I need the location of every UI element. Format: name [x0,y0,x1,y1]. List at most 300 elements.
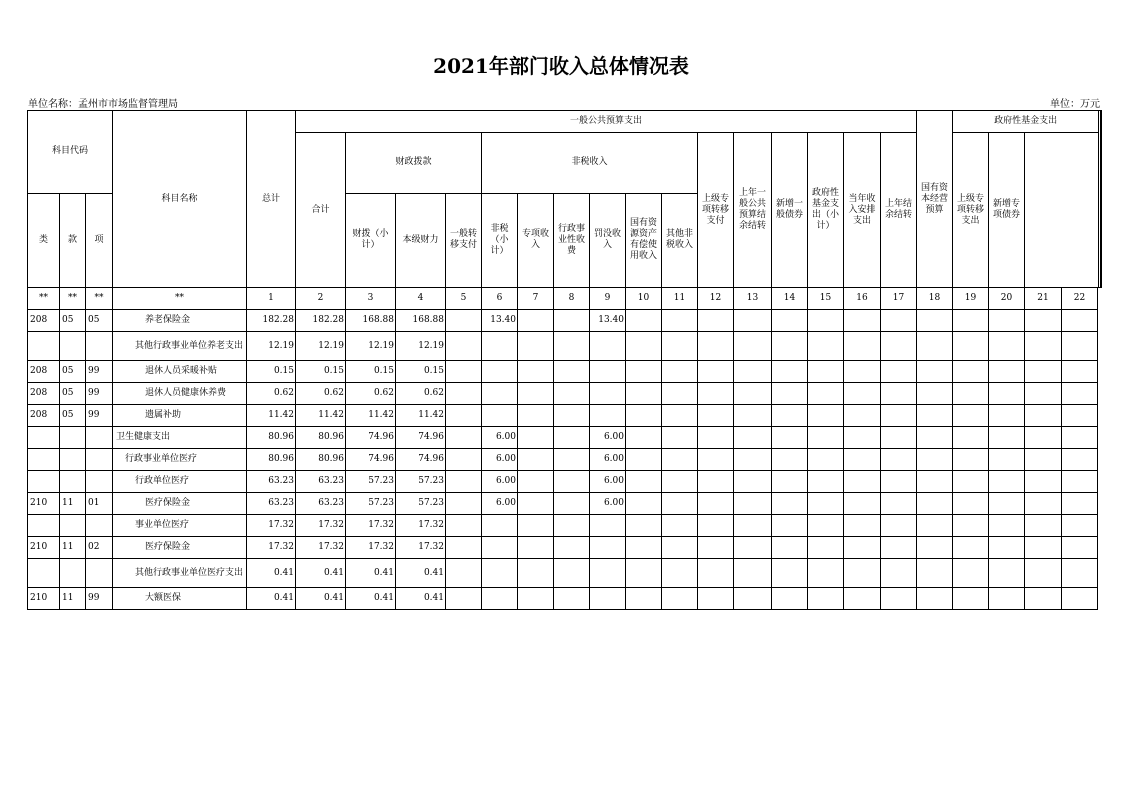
value-cell: 17.32 [247,537,296,559]
value-cell [698,537,734,559]
value-cell [808,383,844,405]
value-cell [1062,449,1098,471]
header-last-year-fund: 上年结余结转 [881,133,917,288]
value-cell [734,493,772,515]
header-gov-fund: 政府性基金支出 [953,111,1099,133]
value-cell: 12.19 [247,332,296,361]
star-cell: ** [86,288,113,310]
value-cell [881,405,917,427]
table-row [28,515,1102,537]
value-cell [626,332,662,361]
column-number: 16 [844,288,881,310]
value-cell [1062,383,1098,405]
value-cell: 12.19 [396,332,446,361]
value-cell [917,588,953,610]
code-lei [28,449,60,471]
code-kuan: 05 [60,405,86,427]
value-cell: 0.41 [247,588,296,610]
code-xiang [86,332,113,361]
value-cell: 74.96 [396,427,446,449]
subject-name: 其他行政事业单位养老支出 [113,332,247,361]
value-cell [698,383,734,405]
value-cell [953,537,989,559]
value-cell: 6.00 [482,471,518,493]
value-cell: 80.96 [296,427,346,449]
value-cell [953,405,989,427]
code-xiang: 99 [86,361,113,383]
value-cell [989,427,1025,449]
column-number: 12 [698,288,734,310]
value-cell [662,383,698,405]
code-xiang [86,559,113,588]
header-non-tax: 非税收入 [482,133,698,194]
value-cell: 63.23 [247,471,296,493]
value-cell [917,427,953,449]
value-cell [734,559,772,588]
header-non-tax-sub: 非税（小计） [482,193,518,288]
value-cell [881,537,917,559]
value-cell [808,537,844,559]
value-cell [989,515,1025,537]
column-number: 21 [1025,288,1062,310]
value-cell: 17.32 [346,515,396,537]
value-cell [554,332,590,361]
column-number: 5 [446,288,482,310]
value-cell [808,332,844,361]
value-cell [662,332,698,361]
value-cell: 0.41 [396,559,446,588]
value-cell [554,427,590,449]
value-cell [554,361,590,383]
value-cell [953,310,989,332]
subject-name: 退休人员健康休养费 [113,383,247,405]
value-cell [446,559,482,588]
header-subtotal: 合计 [296,133,346,288]
value-cell [518,361,554,383]
value-cell [772,471,808,493]
value-cell [772,361,808,383]
value-cell [662,588,698,610]
header-fines: 罚没收入 [590,193,626,288]
value-cell [446,471,482,493]
value-cell [1025,383,1062,405]
header-own-fiscal: 本级财力 [396,193,446,288]
code-lei [28,471,60,493]
value-cell [953,515,989,537]
value-cell: 17.32 [396,515,446,537]
value-cell: 57.23 [346,471,396,493]
value-cell [554,383,590,405]
value-cell [662,493,698,515]
value-cell [698,405,734,427]
value-cell [844,471,881,493]
subject-name: 事业单位医疗 [113,515,247,537]
header-general-budget: 一般公共预算支出 [296,111,917,133]
value-cell: 11.42 [296,405,346,427]
value-cell: 0.41 [247,559,296,588]
table-row [28,332,1102,361]
value-cell: 6.00 [482,449,518,471]
value-cell: 11.42 [247,405,296,427]
value-cell [881,493,917,515]
value-cell [989,310,1025,332]
value-cell [989,471,1025,493]
value-cell [482,383,518,405]
value-cell: 13.40 [482,310,518,332]
value-cell [554,493,590,515]
value-cell [662,427,698,449]
value-cell [446,537,482,559]
value-cell [953,361,989,383]
value-cell [808,310,844,332]
header-current-year: 当年收入安排支出 [844,133,881,288]
column-number: 10 [626,288,662,310]
code-lei: 208 [28,383,60,405]
column-number: 15 [808,288,844,310]
value-cell [734,515,772,537]
code-kuan [60,515,86,537]
value-cell [917,515,953,537]
value-cell [917,493,953,515]
value-cell: 6.00 [482,493,518,515]
value-cell [734,361,772,383]
value-cell [554,471,590,493]
code-xiang: 02 [86,537,113,559]
value-cell [917,332,953,361]
value-cell [1025,537,1062,559]
value-cell [1062,559,1098,588]
header-subject-name: 科目名称 [113,111,247,288]
code-kuan [60,427,86,449]
value-cell [881,383,917,405]
value-cell [482,405,518,427]
column-number: 7 [518,288,554,310]
header-new-special-bond: 新增专项债券 [989,133,1025,288]
value-cell [590,383,626,405]
value-cell [482,559,518,588]
header-kuan: 款 [60,193,86,288]
subject-name: 退休人员采暖补贴 [113,361,247,383]
value-cell [808,515,844,537]
header-admin-fee: 行政事业性收费 [554,193,590,288]
value-cell [626,383,662,405]
table-row [28,405,1102,427]
value-cell [917,537,953,559]
value-cell [844,332,881,361]
value-cell: 13.40 [590,310,626,332]
value-cell [734,332,772,361]
value-cell [662,515,698,537]
value-cell [772,427,808,449]
value-cell [482,332,518,361]
value-cell [626,515,662,537]
column-number: 8 [554,288,590,310]
star-cell: ** [60,288,86,310]
value-cell [953,449,989,471]
value-cell [698,559,734,588]
code-xiang: 05 [86,310,113,332]
value-cell [518,559,554,588]
value-cell [590,405,626,427]
value-cell: 6.00 [482,427,518,449]
code-xiang: 99 [86,588,113,610]
subject-name: 医疗保险金 [113,537,247,559]
code-xiang: 01 [86,493,113,515]
value-cell [626,493,662,515]
value-cell [1062,332,1098,361]
value-cell [1025,449,1062,471]
value-cell: 80.96 [247,427,296,449]
value-cell [772,588,808,610]
value-cell [772,310,808,332]
subject-name: 行政单位医疗 [113,471,247,493]
value-cell: 74.96 [346,449,396,471]
value-cell [844,427,881,449]
value-cell: 17.32 [296,515,346,537]
value-cell [844,383,881,405]
value-cell [626,427,662,449]
value-cell [1062,537,1098,559]
value-cell [698,427,734,449]
value-cell [844,449,881,471]
column-number: 20 [989,288,1025,310]
value-cell [1025,427,1062,449]
code-kuan [60,449,86,471]
value-cell: 0.41 [346,588,396,610]
value-cell [772,493,808,515]
value-cell [844,588,881,610]
value-cell [808,588,844,610]
code-lei: 210 [28,493,60,515]
value-cell [989,537,1025,559]
header-new-bond: 新增一般债券 [772,133,808,288]
value-cell [662,537,698,559]
value-cell [881,471,917,493]
value-cell [446,493,482,515]
code-xiang [86,515,113,537]
table-row [28,493,1102,515]
value-cell [734,471,772,493]
column-number: 17 [881,288,917,310]
value-cell [1025,588,1062,610]
value-cell [554,537,590,559]
column-number: 14 [772,288,808,310]
value-cell: 17.32 [346,537,396,559]
table-row [28,383,1102,405]
value-cell [1025,405,1062,427]
value-cell: 63.23 [247,493,296,515]
code-kuan [60,559,86,588]
value-cell: 74.96 [396,449,446,471]
value-cell [626,559,662,588]
value-cell [989,559,1025,588]
value-cell [734,537,772,559]
value-cell [1025,493,1062,515]
value-cell [698,471,734,493]
value-cell: 0.15 [296,361,346,383]
value-cell: 12.19 [296,332,346,361]
value-cell [662,361,698,383]
value-cell [1062,471,1098,493]
value-cell: 168.88 [396,310,446,332]
table-row [28,449,1102,471]
value-cell [518,449,554,471]
table-row [28,471,1102,493]
value-cell [662,310,698,332]
value-cell: 0.41 [346,559,396,588]
value-cell [446,515,482,537]
value-cell [953,383,989,405]
code-kuan: 05 [60,361,86,383]
header-general-transfer: 一般转移支付 [446,193,482,288]
value-cell [626,588,662,610]
value-cell [953,559,989,588]
value-cell [844,559,881,588]
value-cell [1062,405,1098,427]
value-cell [881,588,917,610]
value-cell: 57.23 [396,471,446,493]
value-cell [518,427,554,449]
header-state-asset: 国有资源资产有偿使用收入 [626,193,662,288]
value-cell [953,471,989,493]
header-other-funds [1100,111,1101,288]
header-state-capital: 国有资本经营预算 [917,111,953,288]
value-cell [734,310,772,332]
value-cell [698,493,734,515]
value-cell: 80.96 [247,449,296,471]
column-number: 13 [734,288,772,310]
code-lei: 208 [28,361,60,383]
value-cell [989,588,1025,610]
value-cell [1025,361,1062,383]
value-cell [590,537,626,559]
value-cell: 0.62 [346,383,396,405]
code-lei: 208 [28,405,60,427]
income-table [27,110,1102,610]
value-cell: 0.62 [296,383,346,405]
value-cell [518,383,554,405]
value-cell [772,449,808,471]
star-cell: ** [113,288,247,310]
header-special-income: 专项收入 [518,193,554,288]
value-cell [590,515,626,537]
column-number: 4 [396,288,446,310]
value-cell [662,449,698,471]
value-cell [808,405,844,427]
value-cell [989,493,1025,515]
value-cell [1062,361,1098,383]
value-cell [446,310,482,332]
subject-name: 养老保险金 [113,310,247,332]
value-cell: 6.00 [590,427,626,449]
value-cell [881,515,917,537]
code-kuan: 05 [60,310,86,332]
value-cell [590,332,626,361]
value-cell: 0.41 [296,588,346,610]
value-cell [989,383,1025,405]
value-cell [698,310,734,332]
header-fiscal-allocation: 财政拨款 [346,133,482,194]
value-cell [554,588,590,610]
code-xiang: 99 [86,405,113,427]
value-cell [1062,493,1098,515]
value-cell [844,515,881,537]
header-gov-fund-sub: 政府性基金支出（小计） [808,133,844,288]
value-cell [1025,559,1062,588]
value-cell [626,537,662,559]
value-cell [881,332,917,361]
value-cell: 182.28 [296,310,346,332]
value-cell [518,332,554,361]
value-cell [1025,471,1062,493]
value-cell: 63.23 [296,471,346,493]
value-cell [1062,588,1098,610]
value-cell [446,405,482,427]
value-cell [844,493,881,515]
value-cell [772,515,808,537]
code-kuan: 05 [60,383,86,405]
column-number: 2 [296,288,346,310]
value-cell [917,383,953,405]
value-cell [662,405,698,427]
table-row [28,559,1102,588]
header-upper-special: 上级专项转移支付 [698,133,734,288]
value-cell [881,559,917,588]
unit-label: 单位：万元 [1050,99,1100,110]
value-cell [881,310,917,332]
header-last-year-balance: 上年一般公共预算结余结转 [734,133,772,288]
value-cell [554,559,590,588]
value-cell [698,588,734,610]
value-cell: 0.15 [396,361,446,383]
value-cell [953,493,989,515]
value-cell: 0.15 [247,361,296,383]
value-cell [446,427,482,449]
value-cell: 12.19 [346,332,396,361]
value-cell [554,310,590,332]
code-lei [28,427,60,449]
code-kuan: 11 [60,493,86,515]
code-xiang: 99 [86,383,113,405]
value-cell [446,588,482,610]
value-cell [953,588,989,610]
value-cell [482,515,518,537]
value-cell [1025,515,1062,537]
value-cell [626,361,662,383]
code-lei: 210 [28,588,60,610]
value-cell [1062,310,1098,332]
value-cell [590,588,626,610]
value-cell [446,449,482,471]
column-number: 1 [247,288,296,310]
value-cell [808,493,844,515]
value-cell [518,493,554,515]
value-cell [881,361,917,383]
code-xiang [86,449,113,471]
column-number: 22 [1062,288,1098,310]
value-cell: 57.23 [346,493,396,515]
value-cell [698,515,734,537]
value-cell [772,383,808,405]
column-number: 6 [482,288,518,310]
value-cell [482,361,518,383]
header-fiscal-sub: 财拨（小计） [346,193,396,288]
code-lei [28,332,60,361]
table-row [28,427,1102,449]
value-cell [917,405,953,427]
code-xiang [86,471,113,493]
subject-name: 大额医保 [113,588,247,610]
